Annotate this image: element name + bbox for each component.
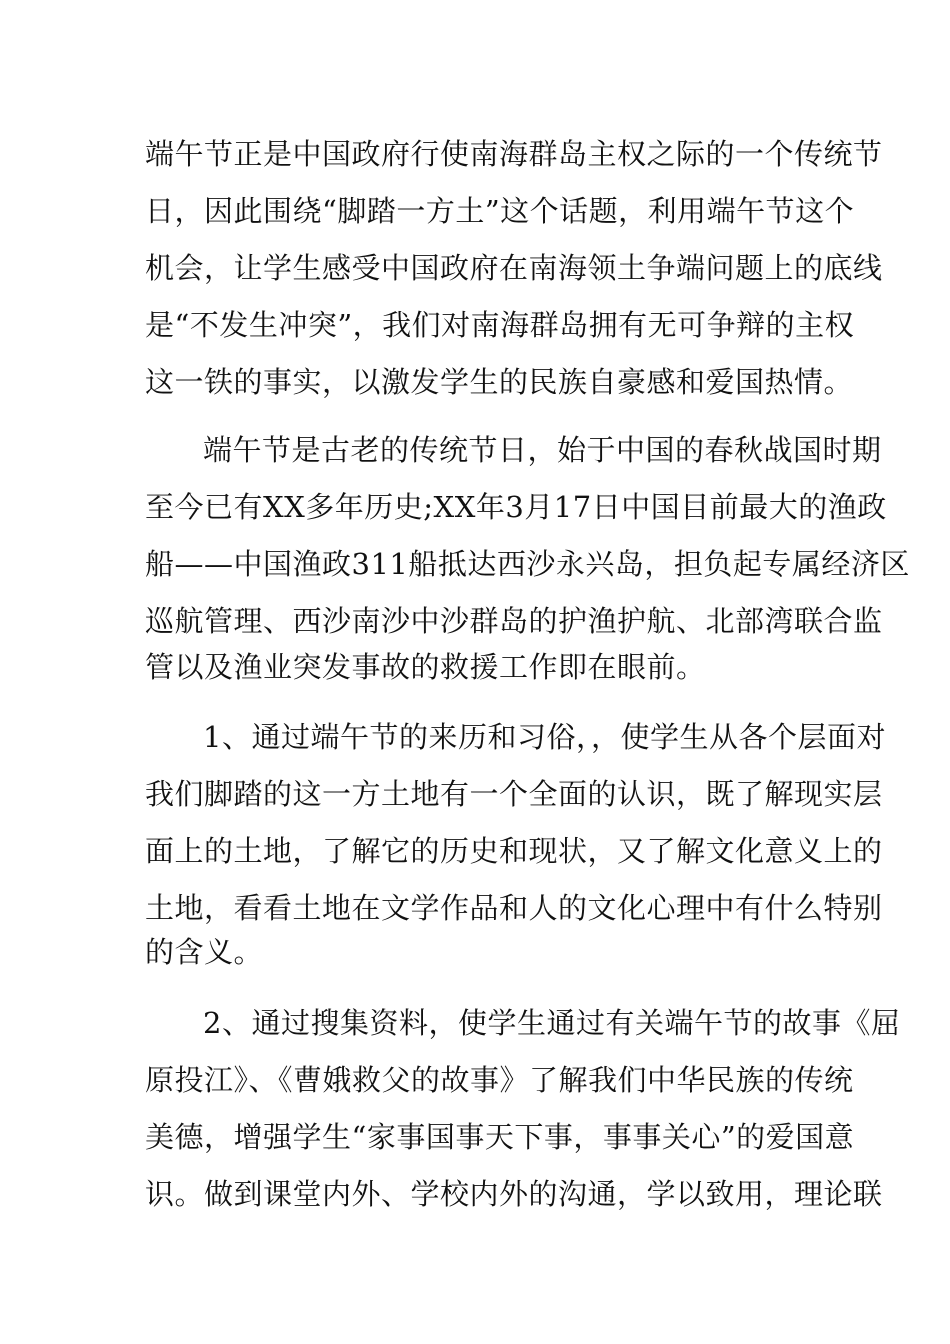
paragraph-1-line-3: 机会，让学生感受中国政府在南海领土争端问题上的底线 (145, 251, 883, 285)
paragraph-1-line-5: 这一铁的事实，以激发学生的民族自豪感和爱国热情。 (145, 365, 854, 399)
paragraph-4-line-3: 美德，增强学生“家事国事天下事，事事关心”的爱国意 (145, 1120, 855, 1154)
paragraph-1-line-2: 日，因此围绕“脚踏一方土”这个话题，利用端午节这个 (145, 194, 855, 228)
paragraph-2-line-1: 端午节是古老的传统节日，始于中国的春秋战国时期 (203, 433, 882, 467)
paragraph-4-line-4: 识。做到课堂内外、学校内外的沟通，学以致用，理论联 (145, 1177, 883, 1211)
paragraph-4-line-1: 2、通过搜集资料，使学生通过有关端午节的故事《屈 (203, 1006, 901, 1040)
paragraph-3-line-3: 面上的土地，了解它的历史和现状，又了解文化意义上的 (145, 834, 883, 868)
paragraph-3-line-2: 我们脚踏的这一方土地有一个全面的认识，既了解现实层 (145, 777, 883, 811)
paragraph-2-line-5: 管以及渔业突发事故的救援工作即在眼前。 (145, 650, 706, 684)
paragraph-1-line-1: 端午节正是中国政府行使南海群岛主权之际的一个传统节 (145, 137, 883, 171)
paragraph-4-line-2: 原投江》、《曹娥救父的故事》了解我们中华民族的传统 (145, 1063, 854, 1097)
paragraph-3-line-1: 1、通过端午节的来历和习俗，，使学生从各个层面对 (203, 720, 886, 754)
paragraph-1-line-4: 是“不发生冲突”，我们对南海群岛拥有无可争辩的主权 (145, 308, 855, 342)
paragraph-3-line-5: 的含义。 (145, 935, 264, 969)
paragraph-2-line-2: 至今已有XX多年历史;XX年3月17日中国目前最大的渔政 (145, 490, 887, 524)
paragraph-2-line-3: 船——中国渔政311船抵达西沙永兴岛，担负起专属经济区 (145, 547, 910, 581)
paragraph-2-line-4: 巡航管理、西沙南沙中沙群岛的护渔护航、北部湾联合监 (145, 604, 883, 638)
paragraph-3-line-4: 土地，看看土地在文学作品和人的文化心理中有什么特别 (145, 891, 883, 925)
